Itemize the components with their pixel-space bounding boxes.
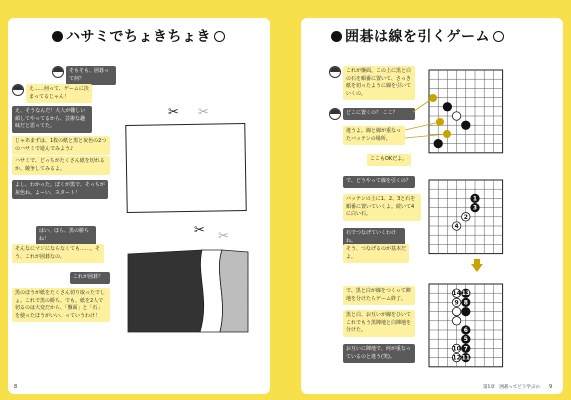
right-page-title: 囲碁は線を引くゲーム [331,26,504,46]
speech-bubble: これが盤面。この上に黒と白の石を順番に置いて、さっき紙を切ったように線を引いていくの。 [343,66,415,100]
speech-bubble: ハサミで、どっちがたくさん紙を切れるか、競争してみるよ。 [12,156,110,175]
highlight-marker [443,130,451,138]
speech-bubble: ここもOKだよ。 [367,154,411,166]
gray-scissors-icon: ✂ [218,229,229,244]
speech-bubble: 黒と白、お互いが線をひいてこれでもう黒陣地と白陣地を分けた。 [343,310,415,337]
stone-number: 2 [463,213,468,221]
speech-bubble: で、黒と白が線をつくって陣地を分けたらゲーム終了。 [343,286,415,305]
left-page [8,18,270,394]
stone-number: 5 [463,336,468,344]
black-stone [434,139,442,147]
stone-number: 13 [461,290,470,298]
stone-number: 11 [461,354,470,362]
speech-bubble: 石でつなげていくわけね。 [343,228,405,247]
avatar [329,108,341,120]
cut-paper-illustration [126,244,250,334]
speech-bubble: 違うよ。線と線が重なったバッテンの場所。 [343,126,405,145]
black-scissors-icon: ✂ [168,105,179,120]
speech-bubble: で、どうやって線を引くの？ [343,176,415,188]
speech-bubble: じゃあまずは、1枚の紙と黒と灰色の2つのハサミで遊んでみよう♪ [12,136,110,155]
avatar [329,66,341,78]
right-page [301,18,563,394]
speech-bubble: お互いに陣地で、何が重なっているのと違う(笑)。 [343,344,415,363]
highlight-marker [429,94,437,102]
speech-bubble: どこに置くの？ ここ？ [343,108,415,120]
stone-number: 6 [463,327,468,334]
speech-bubble: そんなにマジにならなくても……。そう、これが囲碁なの。 [12,244,104,263]
speech-bubble: はい、ほら、黒の勝ちね！ [36,226,96,245]
speech-bubble: え、そうなんだ！大人が難しい顔してやってるから、芸術な趣味だと思ってた。 [12,106,92,133]
black-scissors-icon: ✂ [194,223,205,238]
arrow-down-icon [471,264,483,272]
stone-number: 9 [454,299,459,307]
go-board-3 [425,280,507,376]
stone-number: 8 [463,299,468,307]
black-stone [462,121,470,129]
gray-scissors-icon: ✂ [198,105,209,120]
stone-number: 12 [452,354,461,362]
stone-number: 10 [452,345,461,353]
stone-number: 3 [472,204,478,212]
page-number: 9 [549,384,553,390]
white-stone [452,112,460,120]
highlight-marker [436,118,444,126]
white-ring-icon [214,31,225,42]
speech-bubble: 黒のほうが紙をたくさん切り取ったでしょ。これで黒の勝ち。でも、紙を2人で切るのは大変だから、「盤面」と「石」を使ったほうがいい、っていうわけ！ [12,288,110,322]
black-dot-icon [331,31,342,42]
go-board-2 [425,176,507,258]
white-ring-icon [493,31,504,42]
avatar [52,66,64,78]
chapter-footer: 第1章 囲碁ってどう学ぶの [483,385,540,390]
speech-bubble: バッテンの上に1、2、3と石を順番に置いていくよ。続いて4に白い石。 [343,194,421,221]
speech-bubble: そもそも、囲碁って何？ [66,66,116,85]
stone-number: 7 [463,345,468,353]
page-number: 8 [14,384,18,390]
avatar [12,84,24,96]
speech-bubble: これが囲碁？ [70,272,110,284]
speech-bubble: え……何って、ゲームに決まってるじゃん！ [26,84,92,103]
go-board-1 [425,66,507,158]
stone-number: 1 [472,195,478,203]
black-stone [443,103,451,111]
paper-sheet [125,123,247,213]
white-stone [452,317,460,325]
black-dot-icon [52,31,63,42]
speech-bubble: よし、わかった。ぼくが黒で、そっちが灰色ね。よーい、スタート！ [12,180,108,199]
stone-number: 14 [452,290,461,298]
speech-bubble: そう、つなげるのが基本だよ。 [343,244,409,263]
black-stone [462,307,470,315]
white-stone [452,307,460,315]
stone-number: 4 [454,223,459,230]
left-page-title: ハサミでちょきちょき [52,26,225,46]
